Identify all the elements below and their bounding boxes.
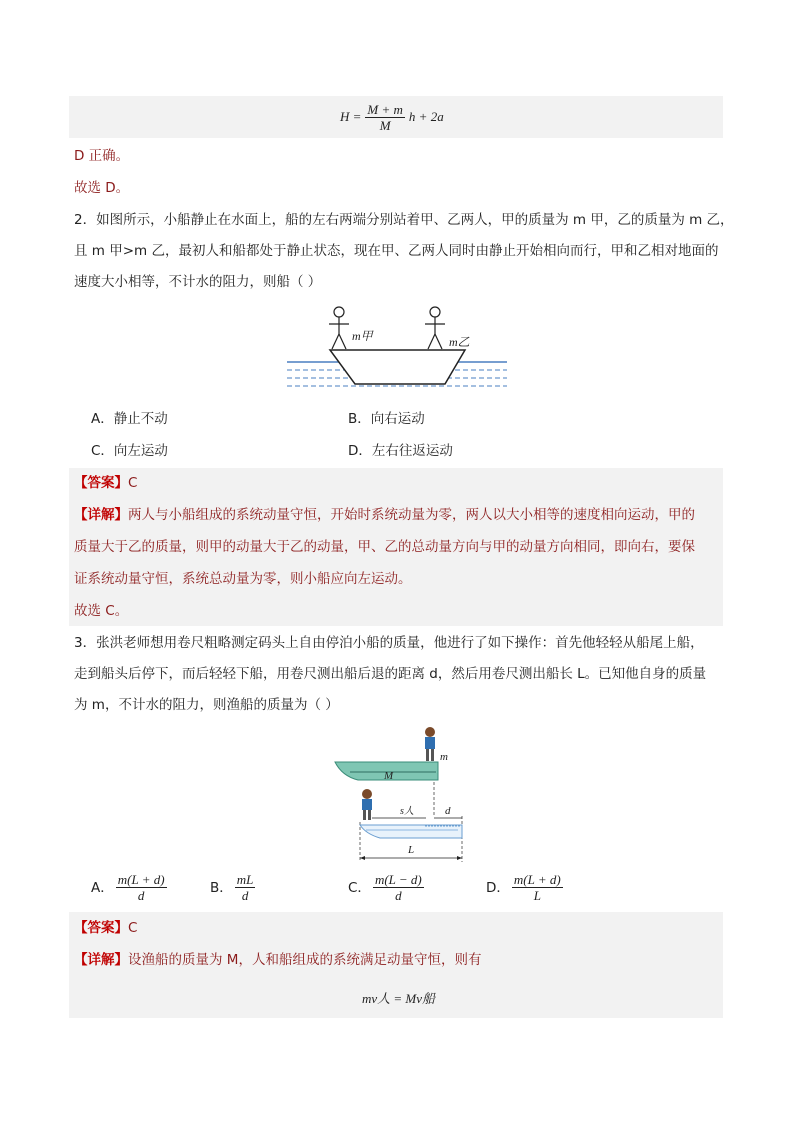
q3-line-2: 走到船头后停下，而后轻轻下船，用卷尺测出船后退的距离 d，然后用卷尺测出船长 L。已知他自身的质量 [74, 666, 707, 682]
boat-figure [285, 302, 510, 394]
q2-option-a[interactable]: A．静止不动 [91, 411, 168, 427]
q2-option-d[interactable]: D．左右往返运动 [348, 443, 453, 459]
person-upper-icon [425, 727, 435, 761]
q2-detail-3: 证系统动量守恒，系统总动量为零，则小船应向左运动。 [74, 571, 412, 587]
person-left-icon [329, 307, 349, 349]
label-L: L [408, 844, 415, 856]
person-right-icon [425, 307, 445, 349]
label-upper-M: M [384, 770, 394, 782]
q2-line-3: 速度大小相等，不计水的阻力，则船（ ） [74, 274, 322, 290]
q2-option-b[interactable]: B．向右运动 [348, 411, 425, 427]
d-correct-text: D 正确。 [74, 148, 130, 164]
q3-formula: mv人 = Mv船 [362, 991, 436, 1006]
q3-option-c-fraction: $\frac{m(L - d)}{d}$ [374, 872, 422, 903]
boat-hull [330, 350, 465, 384]
q3-option-d-fraction: $\frac{m(L + d)}{L}$ [513, 872, 561, 903]
q3-option-a[interactable]: A． $\frac{m(L + d)}{d}$ [91, 872, 165, 903]
q2-option-c[interactable]: C．向左运动 [91, 443, 168, 459]
q3-option-d[interactable]: D． $\frac{m(L + d)}{L}$ [486, 872, 561, 903]
formula-fraction: $\frac{M + m}{M}$ [367, 101, 403, 133]
label-s-ren: s人 [400, 806, 414, 817]
q3-line-1: 3．张洪老师想用卷尺粗略测定码头上自由停泊小船的质量，他进行了如下操作：首先他轻轻从船尾上船， [74, 635, 704, 651]
q2-detail-1: 【详解】两人与小船组成的系统动量守恒，开始时系统动量为零，两人以大小相等的速度相向运动，甲的 [74, 507, 695, 523]
pier-boat-figure [330, 722, 470, 870]
q3-option-a-fraction: $\frac{m(L + d)}{d}$ [117, 872, 165, 903]
q2-choose: 故选 C。 [74, 603, 129, 619]
formula-top: H = $\frac{M + m}{M}$ h + 2a [340, 101, 444, 133]
label-upper-m: m [440, 751, 448, 763]
label-m-jia: m甲 [352, 329, 373, 343]
q2-detail-2: 质量大于乙的质量，则甲的动量大于乙的动量，甲、乙的总动量方向与甲的动量方向相同，即向右，要保 [74, 539, 695, 555]
q3-option-b[interactable]: B． $\frac{mL}{d}$ [210, 872, 254, 903]
q3-detail-1: 【详解】设渔船的质量为 M，人和船组成的系统满足动量守恒，则有 [74, 952, 482, 968]
choose-d-text: 故选 D。 [74, 180, 130, 196]
lower-boat [360, 825, 462, 838]
q3-option-b-fraction: $\frac{mL}{d}$ [236, 872, 254, 903]
label-d: d [445, 805, 451, 817]
label-m-yi: m乙 [449, 335, 470, 349]
q2-line-1: 2．如图所示，小船静止在水面上，船的左右两端分别站着甲、乙两人，甲的质量为 m 甲，乙的质量为 m 乙， [74, 212, 734, 228]
q3-line-3: 为 m，不计水的阻力，则渔船的质量为（ ） [74, 697, 339, 713]
q3-answer: 【答案】C [74, 920, 138, 936]
q2-answer: 【答案】C [74, 475, 138, 491]
q3-option-c[interactable]: C． $\frac{m(L - d)}{d}$ [348, 872, 422, 903]
q2-line-2: 且 m 甲>m 乙，最初人和船都处于静止状态，现在甲、乙两人同时由静止开始相向而行，甲和乙相对地面的 [74, 243, 719, 259]
person-lower-icon [362, 789, 372, 820]
